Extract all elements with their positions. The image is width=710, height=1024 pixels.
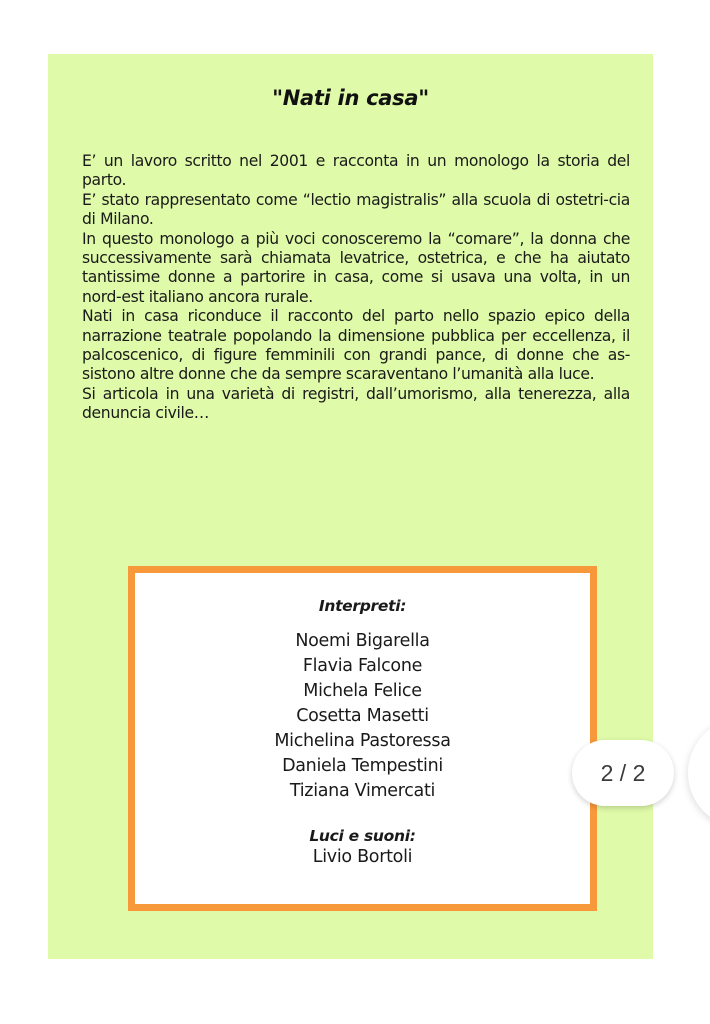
lights-heading: Luci e suoni: bbox=[309, 827, 416, 845]
interpreters-list bbox=[135, 629, 590, 804]
interpreters-heading: Interpreti: bbox=[318, 597, 407, 615]
paragraph: In questo monologo a più voci conosceremo la “comare”, la donna che successivamente sarà chiamata levatrice, ostetrica, e che ha aiutato tantissime donne a partorire in casa, come si usava una volta, in un nord-est italiano ancora rurale. bbox=[82, 229, 630, 306]
paragraph: E’ stato rappresentato come “lectio magistralis” alla scuola di ostetri-cia di Milano. bbox=[82, 190, 630, 229]
document-page bbox=[48, 54, 653, 959]
interpreter-name: Flavia Falcone bbox=[302, 656, 423, 676]
page-counter: 2 / 2 bbox=[572, 740, 674, 806]
paragraph: Nati in casa riconduce il racconto del parto nello spazio epico della narrazione teatrale popolando la dimensione pubblica per eccellenza, il palcoscenico, di figure femminili con grandi pance, di donne che as-sistono altre donne che da sempre scaraventano l’umanità alla luce. bbox=[82, 307, 630, 384]
interpreter-name: Michelina Pastoressa bbox=[274, 731, 451, 751]
interpreter-name: Tiziana Vimercati bbox=[289, 781, 436, 801]
paragraph: E’ un lavoro scritto nel 2001 e racconta in un monologo la storia del parto. bbox=[82, 152, 630, 190]
next-page-button[interactable] bbox=[688, 718, 710, 828]
description-text bbox=[82, 152, 630, 424]
credits-box bbox=[128, 566, 597, 911]
interpreter-name: Cosetta Masetti bbox=[296, 706, 429, 726]
interpreter-name: Noemi Bigarella bbox=[295, 631, 430, 651]
interpreter-name: Daniela Tempestini bbox=[282, 756, 443, 776]
paragraph: Si articola in una varietà di registri, dall’umorismo, alla tenerezza, alla denuncia civile… bbox=[82, 384, 630, 423]
lights-name: Livio Bortoli bbox=[312, 847, 413, 867]
document-title: "Nati in casa" bbox=[272, 86, 429, 110]
interpreter-name: Michela Felice bbox=[303, 681, 422, 701]
